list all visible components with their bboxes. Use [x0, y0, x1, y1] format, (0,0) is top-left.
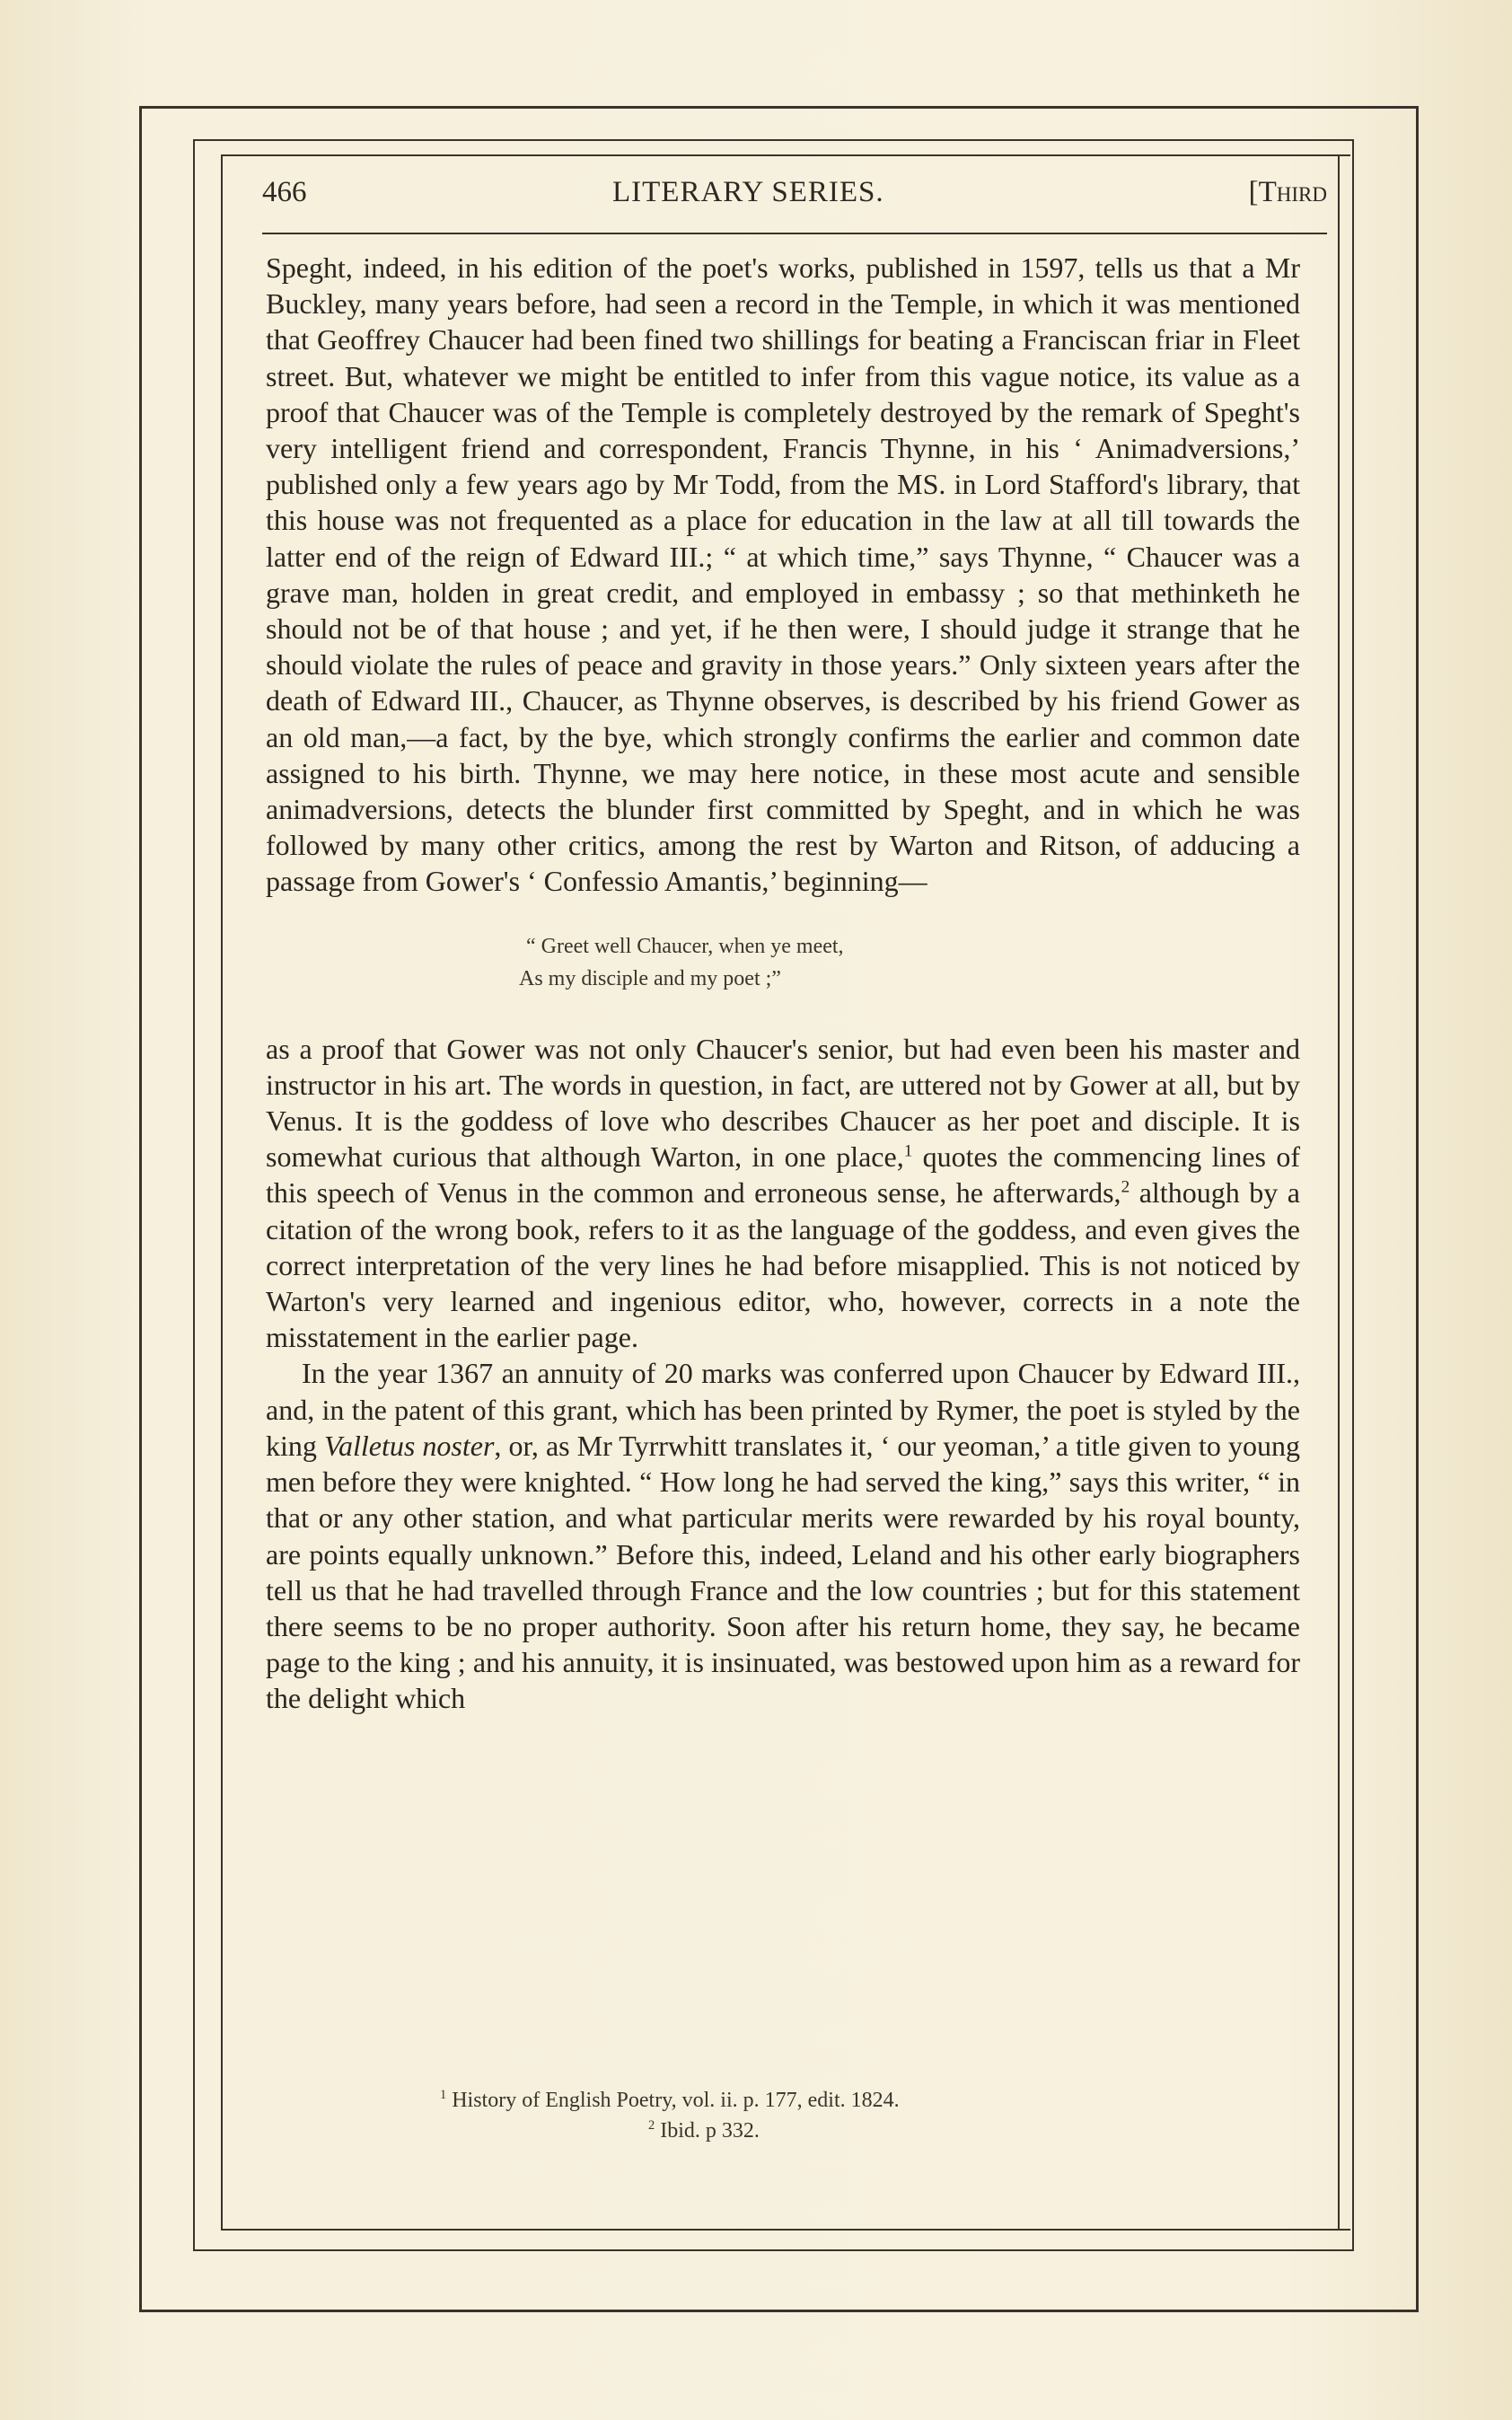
footnote-2-text: Ibid. p 332. [655, 2119, 760, 2143]
border-innermost-left [221, 154, 223, 2231]
footnote-ref-2[interactable]: 2 [1121, 1177, 1130, 1197]
footnote-2-mark: 2 [648, 2118, 655, 2133]
footnote-1-text: History of English Poetry, vol. ii. p. 177, edit. 1824. [446, 2089, 900, 2112]
footnote-2 [648, 2116, 1248, 2146]
page-number: 466 [262, 176, 307, 208]
verse-line-2: As my disciple and my poet ;” [519, 966, 781, 990]
verse-quote [519, 930, 1300, 995]
border-outer-bottom [139, 2310, 1419, 2312]
paragraph-2-part-c: although by a citation of the wrong book, refers to it as the language of the goddess, and even gives the correct interpretation of the very lines he had before misapplied. This is not noticed by Warton's very learned and ingenious editor, who, however, corrects in a note the misstatement in the earlier page. [266, 1176, 1301, 1354]
body-text [266, 250, 1300, 1717]
verse-line-1: “ Greet well Chaucer, when ye meet, [526, 934, 844, 958]
border-inner-right [1352, 139, 1354, 2251]
border-outer-right [1416, 106, 1419, 2312]
border-outer-left [139, 106, 142, 2312]
header-rule [262, 233, 1327, 234]
footnote-1 [440, 2085, 1248, 2116]
border-innermost-right [1338, 154, 1340, 2231]
footnotes [440, 2085, 1248, 2146]
paragraph-2 [266, 1031, 1300, 1356]
border-inner-left [193, 139, 195, 2251]
footnote-1-mark: 1 [440, 2088, 447, 2102]
paragraph-3-part-b: , or, as Mr Tyrrwhitt translates it, ‘ our yeoman,’ a title given to young men before they were knighted. “ How long he had served the king,” says this writer, “ in that or any other station, and what particular merits were rewarded by his royal bounty, are points equally unknown.” Before this, indeed, Leland and his other early biographers tell us that he had travelled through France and the low countries ; but for this statement there seems to be no proper authority. Soon after his return home, they say, he became page to the king ; and his annuity, it is insinuated, was bestowed upon him as a reward for the delight which [266, 1429, 1301, 1715]
border-outer-top-ext [1365, 106, 1419, 109]
border-innermost-bottom [221, 2229, 1350, 2231]
border-inner-top [193, 139, 1354, 141]
paragraph-3-part-a: In the year 1367 an annuity of 20 marks was conferred upon Chaucer by Edward III., and, in the patent of this grant, which has been printed by Rymer, the poet is styled by the king [266, 1357, 1300, 1462]
paragraph-2-part-b: quotes the commencing lines of this speech of Venus in the common and erroneous sense, he afterwards, [266, 1140, 1301, 1210]
paragraph-1: Speght, indeed, in his edition of the poet's works, published in 1597, tells us that a Mr Buckley, many years before, had seen a record in the Temple, in which it was mentioned that Geoffrey Chaucer had been fined two shillings for beating a Franciscan friar in Fleet street. But, whatever we might be entitled to infer from this vague notice, its value as a proof that Chaucer was of the Temple is completely destroyed by the remark of Speght's very intelligent friend and correspondent, Francis Thynne, in his ‘ Animadversions,’ published only a few years ago by Mr Todd, from the MS. in Lord Stafford's library, that this house was not frequented as a place for education in the law at all till towards the latter end of the reign of Edward III.; “ at which time,” says Thynne, “ Chaucer was a grave man, holden in great credit, and employed in embassy ; so that methinketh he should not be of that house ; and yet, if he then were, I should judge it strange that he should violate the rules of peace and gravity in those years.” Only sixteen years after the death of Edward III., Chaucer, as Thynne observes, is described by his friend Gower as an old man,—a fact, by the bye, which strongly confirms the earlier and common date assigned to his birth. Thynne, we may here notice, in these most acute and sensible animadversions, detects the blunder first committed by Speght, and in which he was followed by many other critics, among the rest by Warton and Ritson, of adducing a passage from Gower's ‘ Confessio Amantis,’ beginning— [266, 251, 1300, 898]
paragraph-2-part-a: as a proof that Gower was not only Chaucer's senior, but had even been his master and instructor in his art. The words in question, in fact, are uttered not by Gower at all, but by Venus. It is the goddess of love who describes Chaucer as her poet and disciple. It is somewhat curious that although Warton, in one place, [266, 1032, 1300, 1174]
running-title: LITERARY SERIES. [612, 176, 884, 208]
running-header [262, 176, 1327, 212]
border-inner-bottom [193, 2249, 1354, 2251]
paragraph-3 [266, 1355, 1300, 1716]
section-label: [Third [1248, 176, 1327, 208]
border-innermost-top [221, 154, 1350, 156]
valletus-noster: Valletus noster [323, 1429, 495, 1462]
footnote-ref-1[interactable]: 1 [903, 1141, 913, 1161]
border-outer-top [139, 106, 1419, 109]
